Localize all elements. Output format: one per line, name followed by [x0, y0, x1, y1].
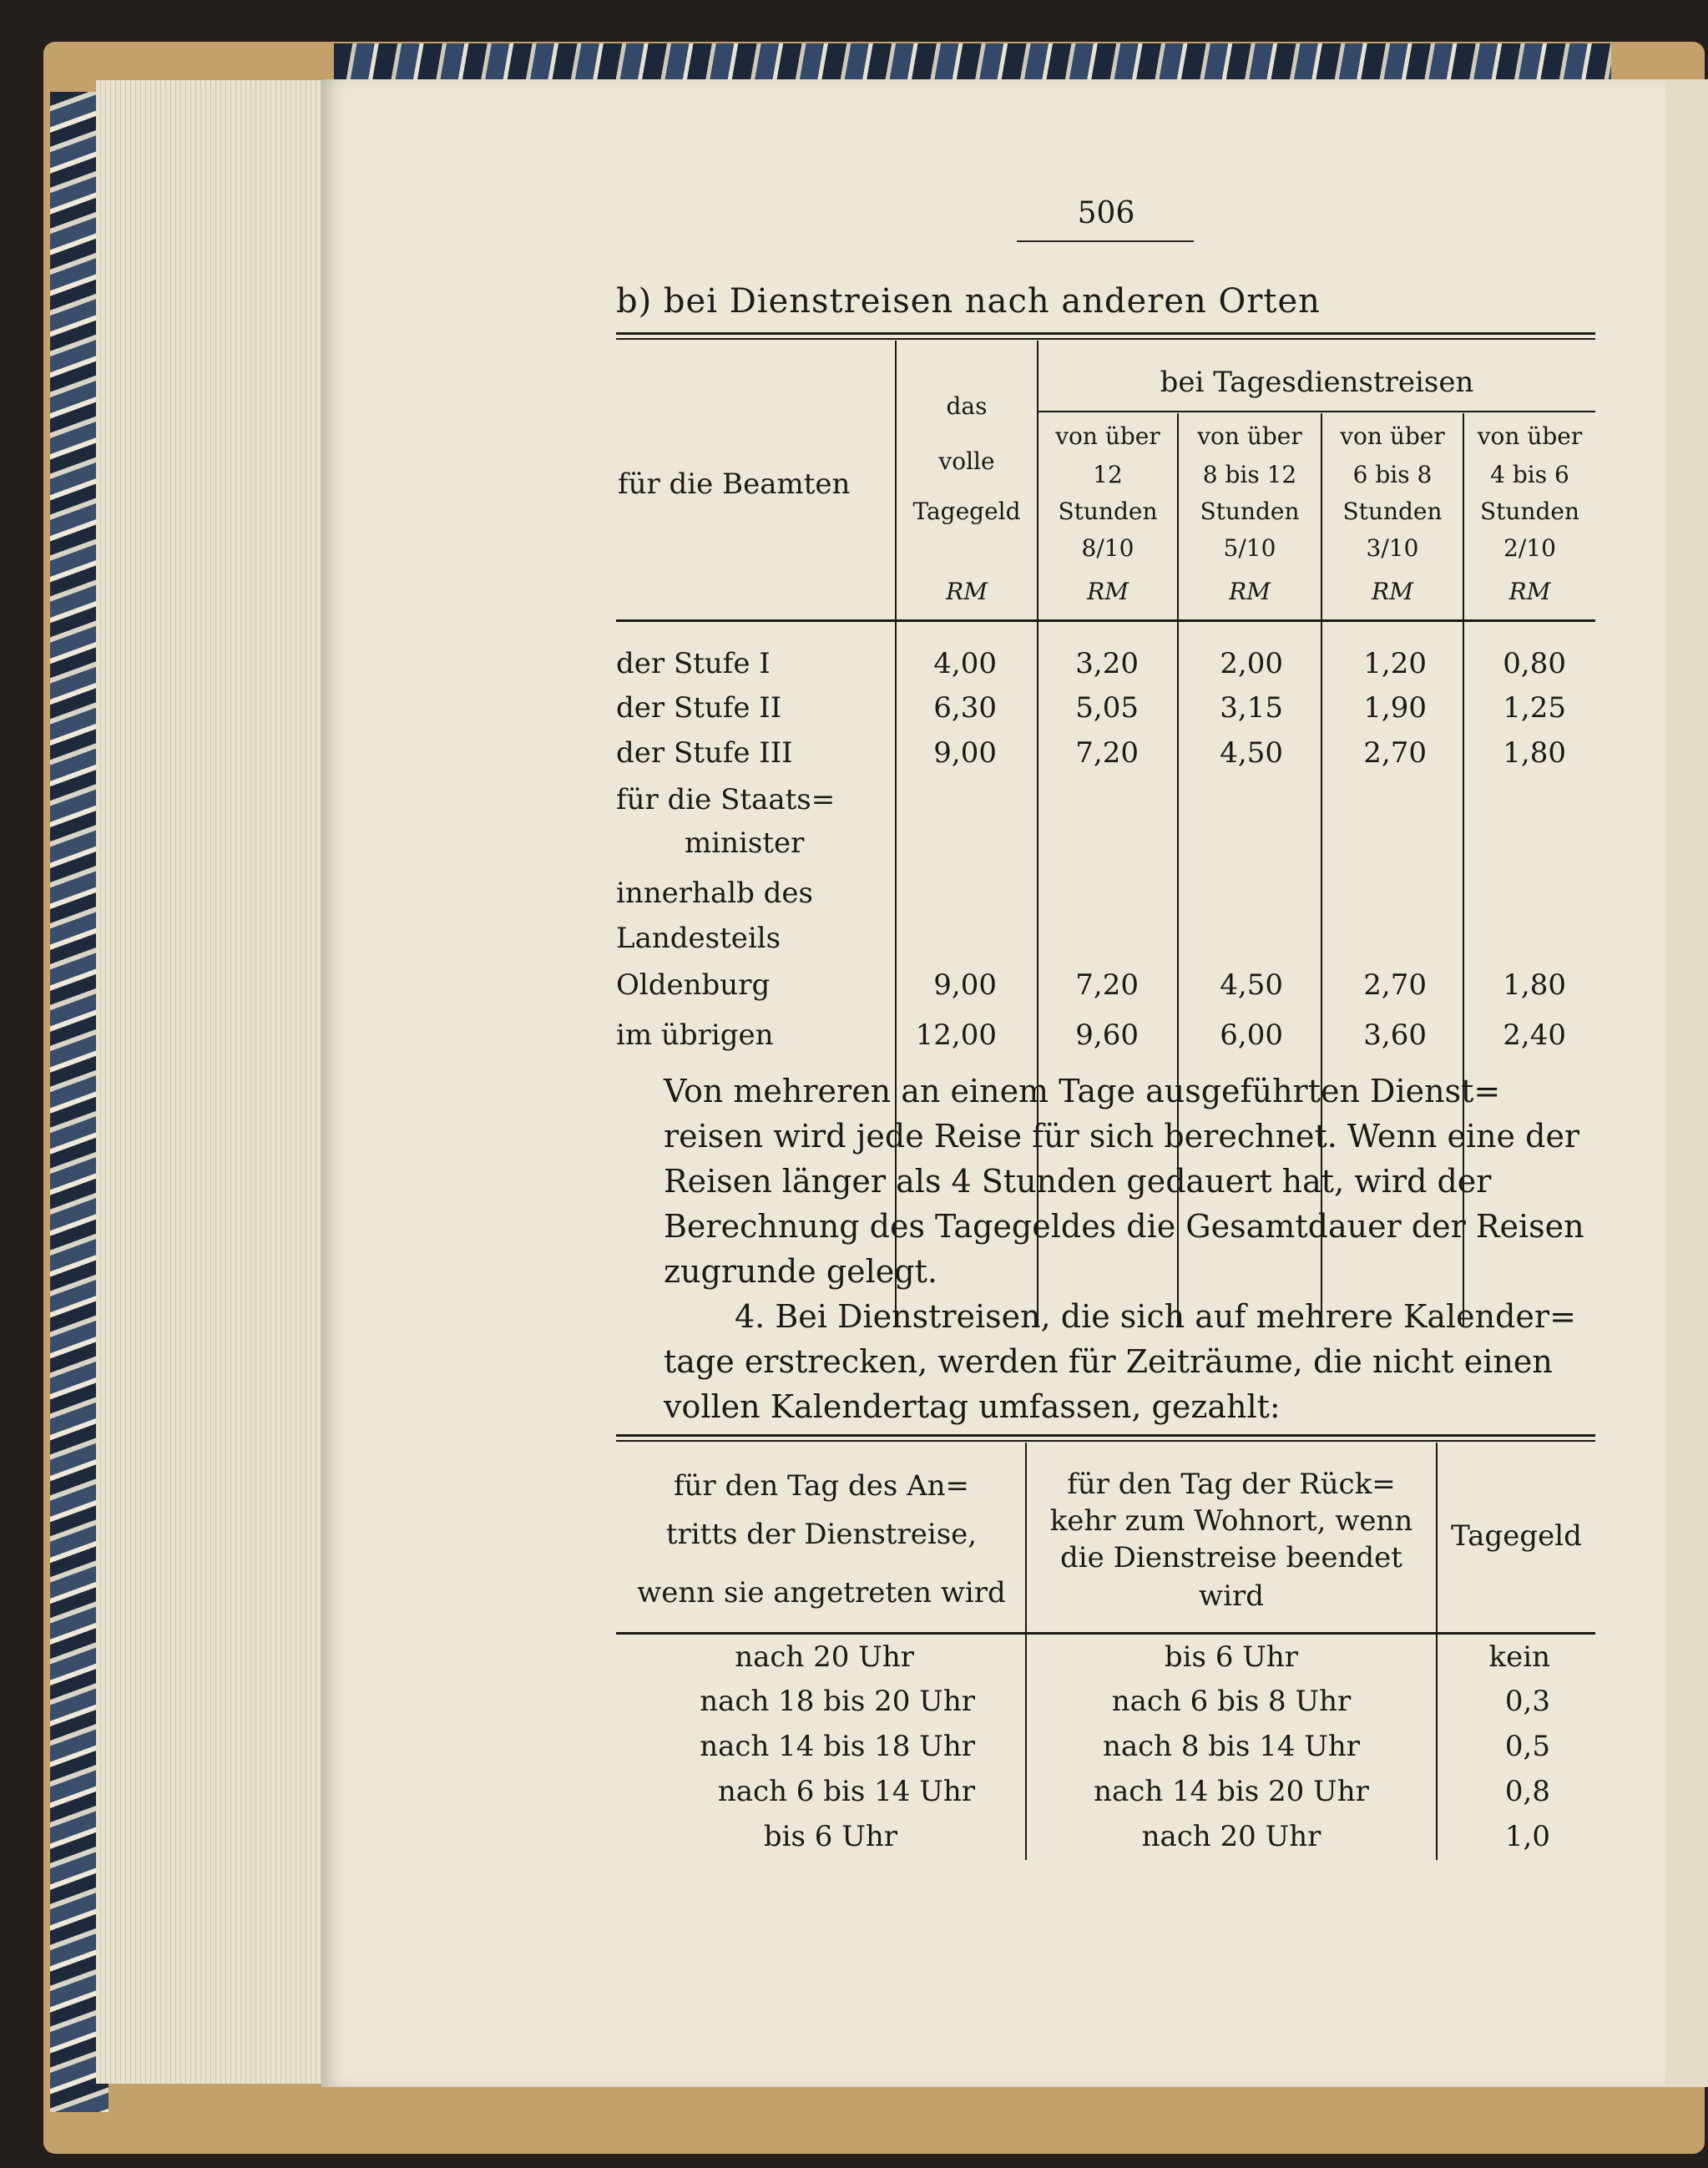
cell-value: 1,25: [1503, 691, 1566, 725]
col-header-l3: Stunden: [1479, 498, 1580, 525]
cell-allowance: kein: [1488, 1640, 1550, 1674]
col-header-frac: 5/10: [1223, 534, 1276, 562]
col-full-line3: Tagegeld: [912, 498, 1021, 525]
cell-value: 12,00: [915, 1018, 997, 1052]
col-header-l2: 8 bis 12: [1202, 461, 1297, 488]
header-return-line: für den Tag der Rück=: [1067, 1468, 1396, 1501]
cell-allowance: 0,3: [1504, 1685, 1550, 1718]
col-header-unit: RM: [1087, 578, 1129, 605]
header-departure-line: für den Tag des An=: [673, 1469, 970, 1503]
cell-return: nach 20 Uhr: [1141, 1820, 1321, 1853]
cell-value: 4,50: [1220, 968, 1283, 1002]
page-edges: [96, 80, 326, 2084]
page-number: 506: [1077, 196, 1135, 230]
header-return-line: kehr zum Wohnort, wenn: [1049, 1504, 1413, 1538]
table-top-rule-2: [616, 338, 1595, 340]
row-label: Oldenburg: [616, 968, 771, 1002]
row-label: innerhalb des: [616, 877, 813, 910]
facing-page-edge: [1665, 79, 1708, 2087]
col-full-unit: RM: [946, 578, 988, 605]
cell-value: 2,70: [1363, 736, 1427, 770]
col-header-frac: 3/10: [1366, 534, 1419, 562]
cell-value: 6,30: [933, 691, 997, 725]
cell-departure: nach 14 bis 18 Uhr: [700, 1730, 975, 1763]
col-header-unit: RM: [1508, 578, 1551, 605]
cell-value: 0,80: [1503, 647, 1566, 680]
cell-value: 2,00: [1220, 647, 1283, 680]
row-label: der Stufe III: [616, 736, 793, 770]
paragraph-line: zugrunde gelegt.: [664, 1253, 937, 1290]
cell-value: 6,00: [1220, 1018, 1283, 1052]
table-top-rule: [616, 332, 1595, 335]
col-header-l2: 12: [1093, 461, 1123, 488]
col-header-frac: 2/10: [1503, 534, 1556, 562]
cell-value: 2,40: [1503, 1018, 1566, 1052]
header-return-line: wird: [1199, 1579, 1264, 1613]
row-label: im übrigen: [616, 1018, 774, 1052]
cell-return: nach 8 bis 14 Uhr: [1102, 1730, 1361, 1763]
row-label: Landesteils: [616, 922, 781, 955]
cell-allowance: 1,0: [1504, 1820, 1550, 1853]
paragraph-line: Von mehreren an einem Tage ausgeführten Dienst=: [664, 1073, 1501, 1109]
col-header-l2: 4 bis 6: [1490, 461, 1569, 488]
cell-value: 2,70: [1363, 968, 1427, 1002]
cell-value: 3,20: [1075, 647, 1139, 680]
row-header: für die Beamten: [618, 467, 851, 501]
cell-departure: bis 6 Uhr: [763, 1820, 897, 1853]
marbled-endpaper-top: [334, 43, 1611, 83]
cell-allowance: 0,5: [1504, 1730, 1550, 1763]
row-label: für die Staats=: [616, 783, 836, 816]
header-allowance: Tagegeld: [1451, 1519, 1582, 1553]
table-top-rule-2: [616, 1440, 1595, 1442]
paragraph-line: reisen wird jede Reise für sich berechnet. Wenn eine der: [664, 1118, 1580, 1155]
col-header-l1: von über: [1055, 422, 1160, 450]
header-departure-line: tritts der Dienstreise,: [665, 1518, 978, 1551]
col-header-unit: RM: [1372, 578, 1413, 605]
cell-value: 3,60: [1363, 1018, 1427, 1052]
cell-value: 9,00: [933, 736, 997, 770]
cell-departure: nach 18 bis 20 Uhr: [700, 1685, 975, 1718]
cell-departure: nach 6 bis 14 Uhr: [717, 1775, 975, 1808]
paragraph-line: 4. Bei Dienstreisen, die sich auf mehrere Kalender=: [735, 1298, 1576, 1335]
table-top-rule: [616, 1434, 1595, 1437]
paragraph-line: Reisen länger als 4 Stunden gedauert hat, wird der: [664, 1163, 1492, 1200]
cell-allowance: 0,8: [1504, 1775, 1550, 1808]
col-header-l2: 6 bis 8: [1352, 461, 1433, 488]
cell-return: nach 14 bis 20 Uhr: [1094, 1775, 1369, 1808]
table-header-rule: [616, 1632, 1595, 1635]
col-full-line1: das: [946, 392, 988, 420]
col-full-line2: volle: [938, 447, 995, 475]
cell-value: 9,60: [1075, 1018, 1139, 1052]
cell-value: 7,20: [1075, 736, 1139, 770]
group-header-rule: [1037, 411, 1595, 412]
section-heading: b) bei Dienstreisen nach anderen Orten: [616, 282, 1321, 321]
cell-value: 9,00: [933, 968, 997, 1002]
row-label: der Stufe II: [616, 691, 782, 725]
cell-value: 4,00: [933, 647, 997, 680]
paragraph-line: vollen Kalendertag umfassen, gezahlt:: [664, 1388, 1281, 1425]
cell-value: 1,80: [1503, 736, 1566, 770]
group-header: bei Tagesdienstreisen: [1160, 366, 1474, 399]
col-header-l3: Stunden: [1342, 498, 1443, 525]
cell-departure: nach 20 Uhr: [735, 1640, 914, 1674]
col-header-l3: Stunden: [1200, 498, 1300, 525]
row-label: minister: [685, 826, 805, 860]
paragraph-line: Berechnung des Tagegeldes die Gesamtdauer der Reisen: [664, 1208, 1584, 1245]
col-header-l1: von über: [1477, 422, 1583, 450]
page-number-rule: [1017, 240, 1194, 242]
cell-value: 1,90: [1363, 691, 1427, 725]
row-label: der Stufe I: [616, 647, 771, 680]
header-departure-line: wenn sie angetreten wird: [637, 1576, 1006, 1610]
cell-value: 4,50: [1220, 736, 1283, 770]
header-return-line: die Dienstreise beendet: [1060, 1541, 1402, 1574]
cell-value: 7,20: [1075, 968, 1139, 1002]
col-header-frac: 8/10: [1081, 534, 1134, 562]
table-header-rule: [616, 619, 1595, 622]
col-header-l1: von über: [1340, 422, 1445, 450]
cell-value: 5,05: [1075, 691, 1139, 725]
col-header-l1: von über: [1197, 422, 1302, 450]
cell-value: 1,20: [1363, 647, 1427, 680]
col-header-unit: RM: [1229, 578, 1271, 605]
cell-value: 1,80: [1503, 968, 1566, 1002]
cell-return: nach 6 bis 8 Uhr: [1111, 1685, 1352, 1718]
cell-return: bis 6 Uhr: [1164, 1640, 1299, 1674]
col-header-l3: Stunden: [1058, 498, 1158, 525]
cell-value: 3,15: [1220, 691, 1283, 725]
paragraph-line: tage erstrecken, werden für Zeiträume, die nicht einen: [664, 1343, 1553, 1380]
